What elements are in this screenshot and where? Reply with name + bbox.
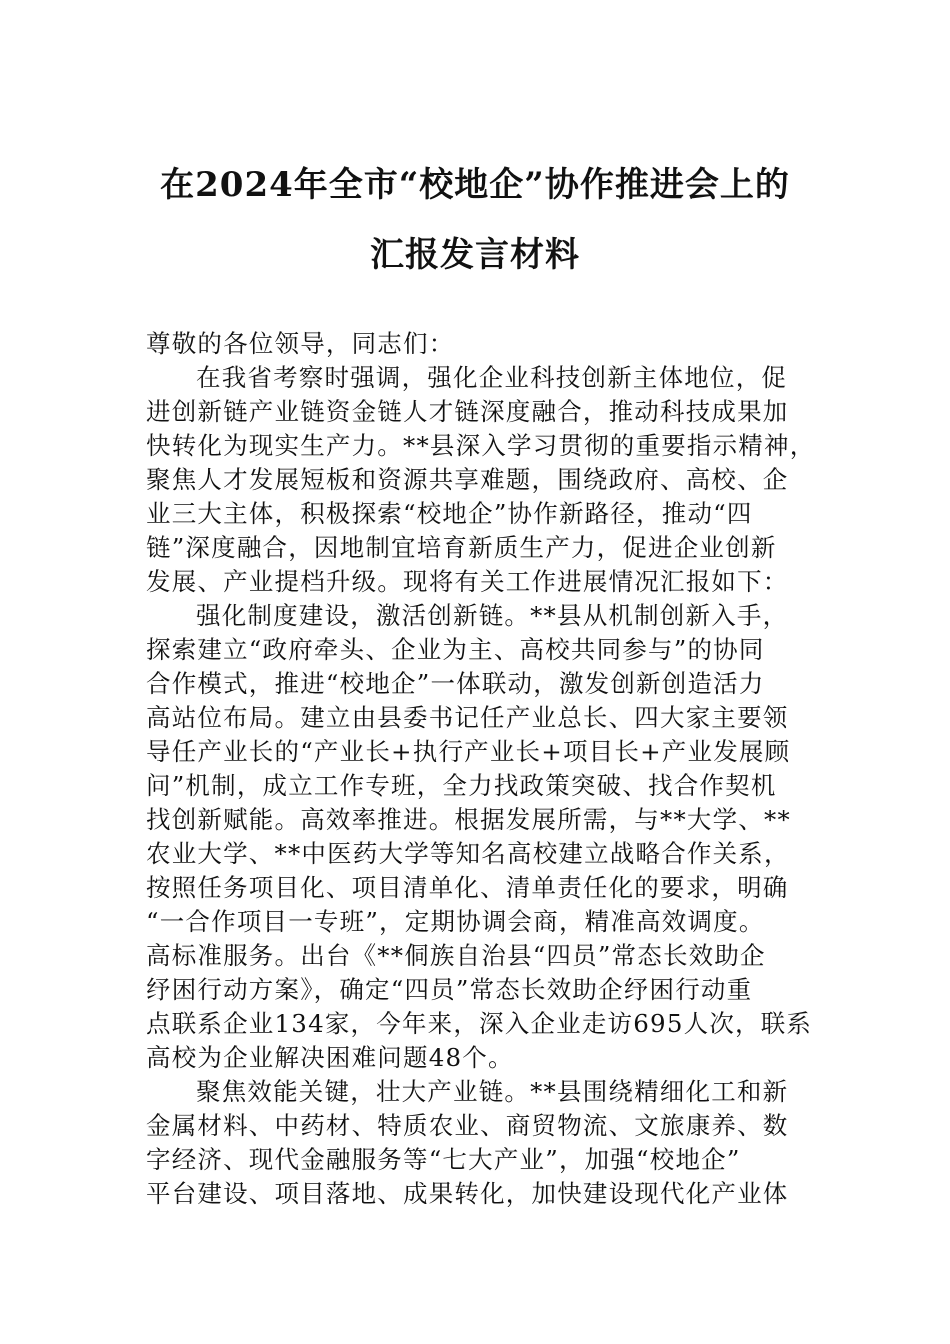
text-line: 高站位布局。建立由县委书记任产业总长、四大家主要领 [146,703,789,732]
text-line: 高校为企业解决困难问题48个。 [146,1043,514,1072]
document-title [0,150,950,290]
text-line: “一合作项目一专班”，定期协调会商，精准高效调度。 [146,907,765,936]
text-line: 高标准服务。出台《**侗族自治县“四员”常态长效助企 [146,941,766,970]
title-line-1: 在2024年全市“校地企”协作推进会上的 [160,165,790,205]
document-body [146,327,826,1211]
text-line: 点联系企业134家，今年来，深入企业走访695人次，联系 [146,1009,813,1038]
text-line: 链”深度融合，因地制宜培育新质生产力，促进企业创新 [146,533,777,562]
text-line: 在我省考察时强调，强化企业科技创新主体地位，促 [196,363,788,392]
text-line: 平台建设、项目落地、成果转化，加快建设现代化产业体 [146,1179,789,1208]
text-line: 字经济、现代金融服务等“七大产业”，加强“校地企” [146,1145,741,1174]
text-line: 发展、产业提档升级。现将有关工作进展情况汇报如下： [146,567,789,596]
text-line: 导任产业长的“产业长+执行产业长+项目长+产业发展顾 [146,737,791,766]
text-line: 合作模式，推进“校地企”一体联动，激发创新创造活力 [146,669,765,698]
salutation: 尊敬的各位领导，同志们： [146,329,455,358]
text-line: 农业大学、**中医药大学等知名高校建立战略合作关系， [146,839,790,868]
text-line: 业三大主体，积极探索“校地企”协作新路径，推动“四 [146,499,753,528]
text-line: 纾困行动方案》，确定“四员”常态长效助企纾困行动重 [146,975,753,1004]
title-line-2: 汇报发言材料 [370,235,580,275]
text-line: 快转化为现实生产力。**县深入学习贯彻的重要指示精神， [146,431,816,460]
text-line: 按照任务项目化、项目清单化、清单责任化的要求，明确 [146,873,789,902]
text-line: 找创新赋能。高效率推进。根据发展所需，与**大学、** [146,805,791,834]
text-line: 聚焦效能关键，壮大产业链。**县围绕精细化工和新 [196,1077,789,1106]
text-line: 聚焦人才发展短板和资源共享难题，围绕政府、高校、企 [146,465,789,494]
text-line: 金属材料、中药材、特质农业、商贸物流、文旅康养、数 [146,1111,789,1140]
text-line: 探索建立“政府牵头、企业为主、高校共同参与”的协同 [146,635,765,664]
text-line: 进创新链产业链资金链人才链深度融合，推动科技成果加 [146,397,789,426]
text-line: 问”机制，成立工作专班，全力找政策突破、找合作契机 [146,771,777,800]
text-line: 强化制度建设，激活创新链。**县从机制创新入手， [196,601,789,630]
